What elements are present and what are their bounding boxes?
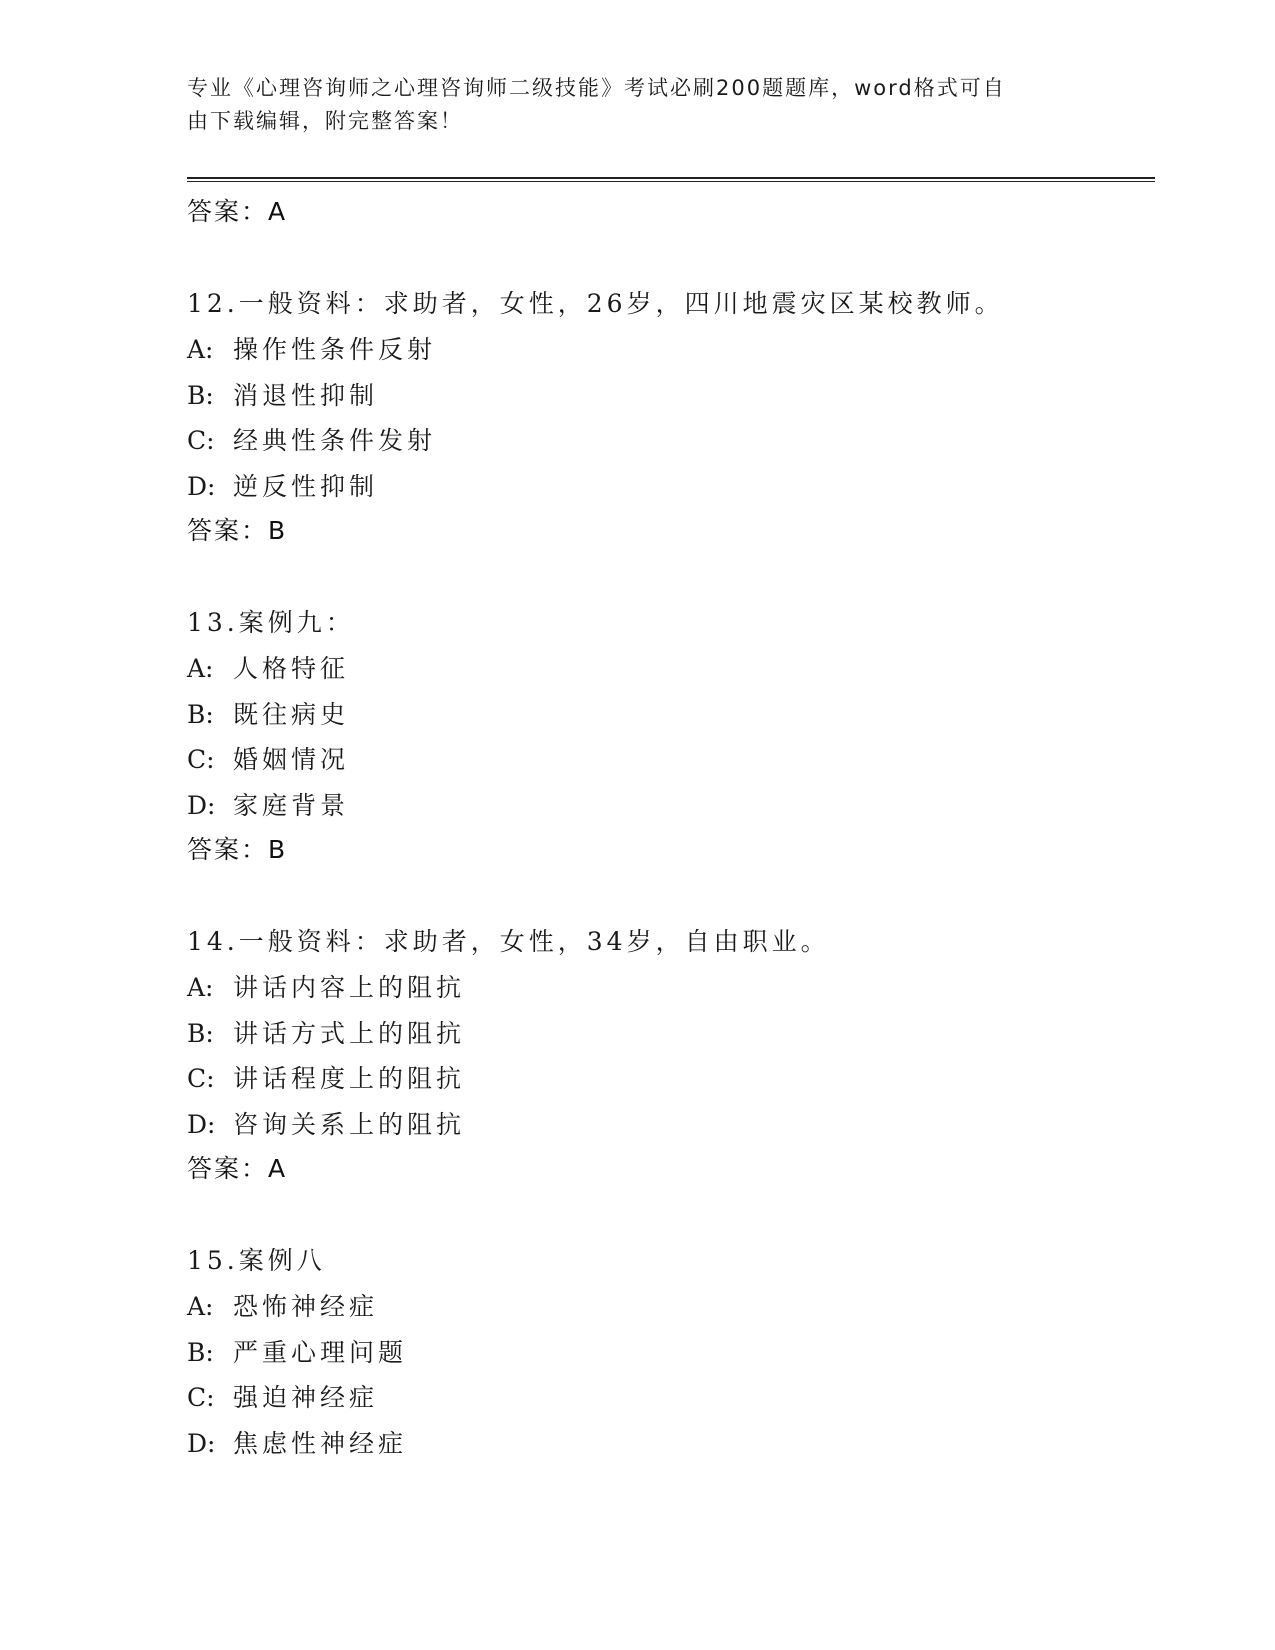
option-letter: C: (187, 1064, 215, 1093)
question-stem: 13.案例九： (187, 608, 355, 637)
option-text: 恐怖神经症 (233, 1292, 379, 1321)
option-letter: C: (187, 1383, 215, 1412)
question-stem: 15.案例八 (187, 1246, 326, 1275)
option-letter: C: (187, 745, 215, 774)
option-a (187, 1284, 1147, 1330)
question-list (187, 190, 1147, 1466)
question-answer (187, 1147, 1147, 1191)
header-line-1: 专业《心理咨询师之心理咨询师二级技能》考试必刷200题题库，word格式可自 (187, 76, 1006, 100)
question-stem: 14.一般资料：求助者，女性，34岁，自由职业。 (187, 927, 830, 956)
header-line-2: 由下载编辑，附完整答案！ (187, 109, 463, 133)
option-text: 人格特征 (233, 654, 350, 683)
option-text: 婚姻情况 (233, 745, 350, 774)
option-b (187, 1330, 1147, 1376)
option-d (187, 783, 1147, 829)
option-text: 强迫神经症 (233, 1383, 379, 1412)
answer-value: B (268, 516, 288, 545)
option-text: 咨询关系上的阻抗 (233, 1109, 466, 1139)
option-c (187, 418, 1147, 464)
document-header (187, 72, 1067, 138)
option-c (187, 737, 1147, 783)
option-text: 消退性抑制 (233, 380, 379, 410)
question-14 (187, 919, 1147, 1191)
option-text: 讲话方式上的阻抗 (233, 1018, 466, 1048)
option-a (187, 965, 1147, 1011)
option-letter: A: (187, 654, 214, 683)
option-a (187, 646, 1147, 692)
question-answer (187, 828, 1147, 872)
option-letter: B: (187, 1018, 214, 1048)
option-letter: D: (187, 1428, 216, 1458)
answer-label: 答案： (187, 516, 269, 545)
option-c (187, 1375, 1147, 1421)
option-text: 焦虑性神经症 (233, 1428, 408, 1458)
answer-value: A (268, 197, 288, 226)
option-d (187, 1421, 1147, 1467)
spacer (187, 234, 1147, 281)
option-letter: A: (187, 1292, 214, 1321)
option-b (187, 1011, 1147, 1057)
header-divider (187, 177, 1155, 182)
option-a (187, 327, 1147, 373)
option-text: 讲话内容上的阻抗 (233, 973, 466, 1002)
option-letter: A: (187, 973, 214, 1002)
option-letter: D: (187, 471, 216, 501)
leading-answer (187, 190, 1147, 234)
option-d (187, 464, 1147, 510)
option-text: 讲话程度上的阻抗 (233, 1064, 466, 1093)
spacer (187, 553, 1147, 600)
option-letter: D: (187, 790, 216, 820)
option-letter: A: (187, 335, 214, 364)
question-stem: 12.一般资料：求助者，女性，26岁，四川地震灾区某校教师。 (187, 289, 1004, 318)
option-letter: C: (187, 426, 215, 455)
option-b (187, 373, 1147, 419)
spacer (187, 1191, 1147, 1238)
option-b (187, 692, 1147, 738)
question-answer (187, 509, 1147, 553)
question-13 (187, 600, 1147, 872)
answer-value: A (268, 1154, 288, 1183)
option-letter: B: (187, 1337, 214, 1367)
option-text: 操作性条件反射 (233, 335, 437, 364)
question-12 (187, 281, 1147, 553)
option-c (187, 1056, 1147, 1102)
answer-value: B (268, 835, 288, 864)
answer-label: 答案： (187, 197, 269, 226)
answer-label: 答案： (187, 1154, 269, 1183)
option-letter: B: (187, 699, 214, 729)
option-text: 严重心理问题 (233, 1337, 408, 1367)
question-15 (187, 1238, 1147, 1466)
option-letter: B: (187, 380, 214, 410)
spacer (187, 872, 1147, 919)
option-text: 经典性条件发射 (233, 426, 437, 455)
option-text: 逆反性抑制 (233, 471, 379, 501)
option-text: 家庭背景 (233, 790, 350, 820)
answer-label: 答案： (187, 835, 269, 864)
option-text: 既往病史 (233, 699, 350, 729)
option-d (187, 1102, 1147, 1148)
option-letter: D: (187, 1109, 216, 1139)
